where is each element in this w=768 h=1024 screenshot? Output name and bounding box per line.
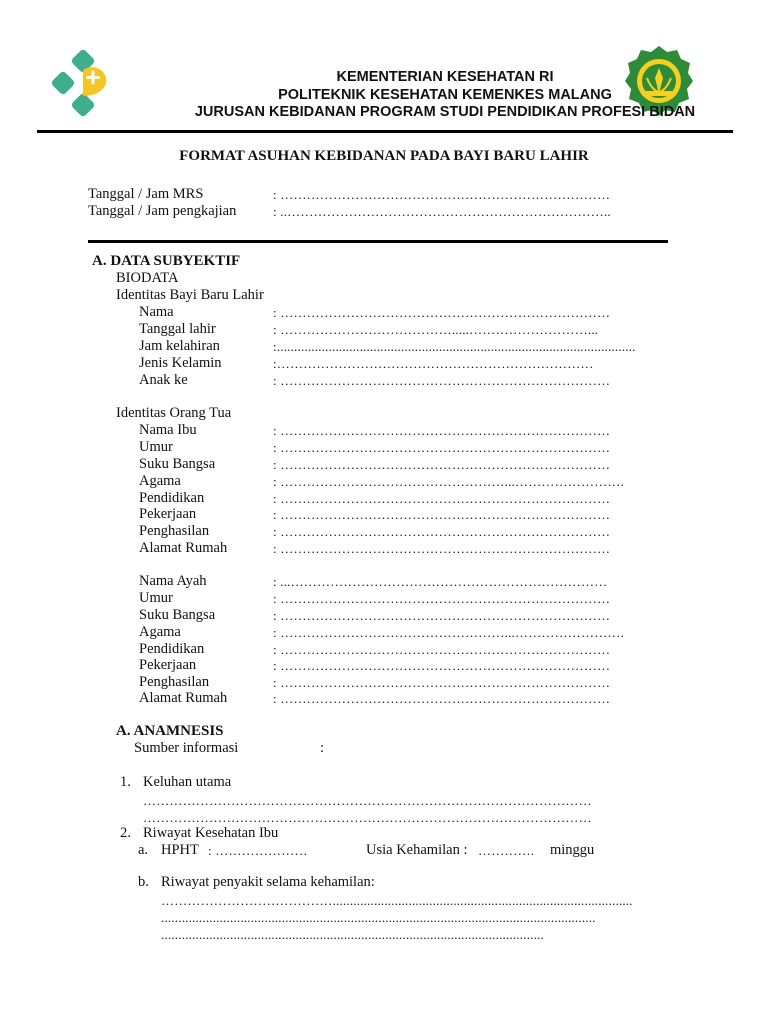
penyakit-blank: .............................................................................................................................. — [161, 910, 596, 925]
keluhan-number: 1. — [120, 774, 131, 790]
hpht-blank: : ………………… — [208, 843, 308, 858]
field-label: Tanggal lahir — [139, 321, 216, 337]
field-label: Pekerjaan — [139, 657, 197, 673]
bayi-heading: Identitas Bayi Baru Lahir — [116, 287, 264, 303]
usia-label: Usia Kehamilan : — [366, 842, 468, 858]
field-label: Tanggal / Jam MRS — [88, 186, 204, 202]
field-blank: : ………………………………………………………………… — [273, 373, 611, 388]
sumber-colon: : — [320, 740, 325, 756]
field-label: Agama — [139, 473, 181, 489]
field-label: Pendidikan — [139, 490, 205, 506]
section-title: A. DATA SUBYEKTIF — [92, 253, 241, 269]
field-label: Jenis Kelamin — [139, 355, 222, 371]
field-label: Pendidikan — [139, 641, 205, 657]
field-label: Nama Ayah — [139, 573, 207, 589]
field-label: Alamat Rumah — [139, 690, 228, 706]
keluhan-label: Keluhan utama — [143, 774, 232, 790]
hpht-letter: a. — [138, 842, 149, 858]
field-blank: : ...……………………………………………………………… — [273, 574, 608, 589]
keluhan-blank: ………………………………………………………………………………………… — [143, 810, 592, 825]
field-blank: : ………………………………………………………………… — [273, 187, 611, 202]
field-blank: : ………………………………………………………………… — [273, 608, 611, 623]
field-blank: : ………………………………………………………………… — [273, 591, 611, 606]
penyakit-label: Riwayat penyakit selama kehamilan: — [161, 874, 375, 890]
field-blank: : ………………………………………………………………… — [273, 507, 611, 522]
field-blank: :……………………………………………………………… — [273, 356, 594, 371]
penyakit-blank: ............................................................................................................... — [161, 927, 544, 942]
field-blank: : ………………………………………………………………… — [273, 658, 611, 673]
field-blank: : ………………………………………………………………… — [273, 675, 611, 690]
ortu-heading: Identitas Orang Tua — [116, 405, 232, 421]
keluhan-blank: ………………………………………………………………………………………… — [143, 793, 592, 808]
penyakit-blank: …………………………………....................................................................................... — [161, 893, 633, 908]
usia-unit: minggu — [550, 842, 595, 858]
biodata-heading: BIODATA — [116, 270, 179, 286]
field-blank: : ………………………………………………………………… — [273, 423, 611, 438]
usia-blank: …………. — [478, 843, 535, 858]
document-title: FORMAT ASUHAN KEBIDANAN PADA BAYI BARU LAHIR — [179, 148, 589, 164]
field-blank: : ..……………………………………………………………….. — [273, 204, 611, 219]
field-blank: : ………………………………….....………………………... — [273, 322, 599, 337]
field-blank: : ………………………………………………………………… — [273, 524, 611, 539]
field-blank: : ……………………………………………...……………………. — [273, 625, 625, 640]
field-label: Umur — [139, 439, 173, 455]
riwayat-label: Riwayat Kesehatan Ibu — [143, 825, 279, 841]
field-label: Pekerjaan — [139, 506, 197, 522]
field-label: Alamat Rumah — [139, 540, 228, 556]
section-divider — [88, 240, 668, 243]
field-label: Nama Ibu — [139, 422, 197, 438]
field-blank: : ………………………………………………………………… — [273, 305, 611, 320]
header-institution: POLITEKNIK KESEHATAN KEMENKES MALANG — [278, 87, 612, 103]
field-label: Nama — [139, 304, 174, 320]
field-label: Jam kelahiran — [139, 338, 220, 354]
sumber-label: Sumber informasi — [134, 740, 239, 756]
riwayat-number: 2. — [120, 825, 131, 841]
field-blank: : ………………………………………………………………… — [273, 642, 611, 657]
header-divider — [37, 130, 733, 133]
field-blank: : ……………………………………………...……………………. — [273, 474, 625, 489]
field-label: Suku Bangsa — [139, 456, 216, 472]
field-blank: : ………………………………………………………………… — [273, 457, 611, 472]
header-ministry: KEMENTERIAN KESEHATAN RI — [336, 69, 554, 85]
field-label: Penghasilan — [139, 674, 210, 690]
field-blank: : ………………………………………………………………… — [273, 541, 611, 556]
field-label: Agama — [139, 624, 181, 640]
field-blank: : ………………………………………………………………… — [273, 440, 611, 455]
penyakit-letter: b. — [138, 874, 149, 890]
anamnesis-title: A. ANAMNESIS — [116, 723, 224, 739]
field-blank: :........................................................................................................ — [273, 339, 636, 354]
field-label: Umur — [139, 590, 173, 606]
field-label: Penghasilan — [139, 523, 210, 539]
field-label: Tanggal / Jam pengkajian — [88, 203, 237, 219]
hpht-label: HPHT — [161, 842, 199, 858]
header-department: JURUSAN KEBIDANAN PROGRAM STUDI PENDIDIKAN PROFESI BIDAN — [194, 104, 696, 120]
field-blank: : ………………………………………………………………… — [273, 491, 611, 506]
field-label: Suku Bangsa — [139, 607, 216, 623]
field-blank: : ………………………………………………………………… — [273, 691, 611, 706]
field-label: Anak ke — [139, 372, 188, 388]
kemenkes-logo-icon — [50, 50, 116, 116]
